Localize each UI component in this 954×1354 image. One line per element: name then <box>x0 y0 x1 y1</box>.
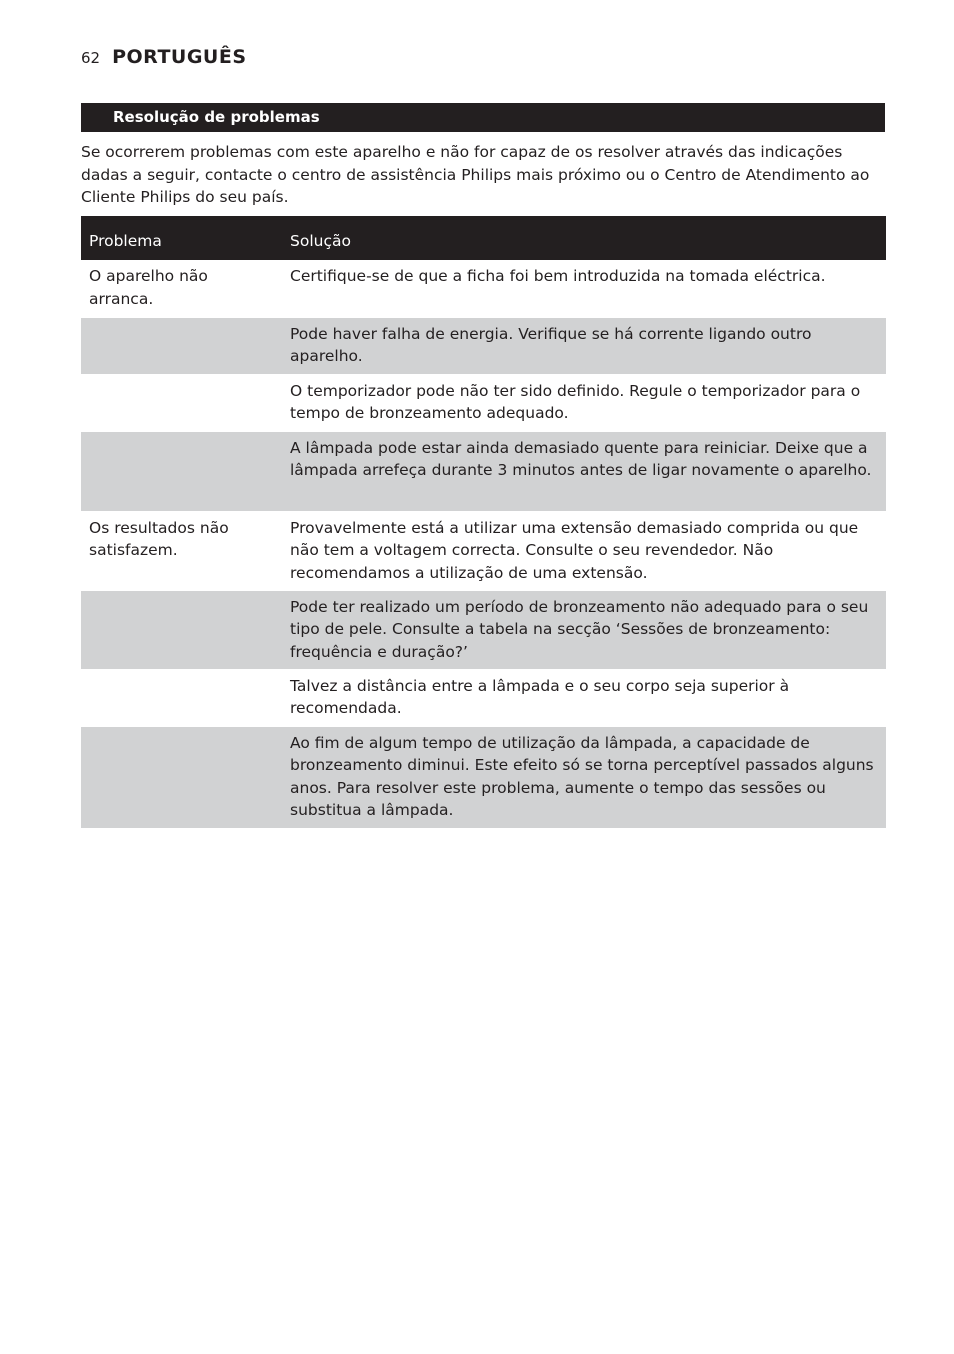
solution-cell: Pode haver falha de energia. Verifique se há corrente ligando outro aparelho. <box>282 317 886 374</box>
solution-cell: Talvez a distância entre a lâmpada e o seu corpo seja superior à recomendada. <box>282 669 886 726</box>
solution-cell: O temporizador pode não ter sido definido. Regule o temporizador para o tempo de bronzeamento adequado. <box>282 374 886 431</box>
table-row <box>81 590 886 669</box>
problem-cell <box>81 374 282 431</box>
table-row <box>81 511 886 590</box>
header-solution: Solução <box>282 216 886 260</box>
table-row <box>81 431 886 511</box>
page-header <box>81 46 247 68</box>
page-number: 62 <box>81 49 101 67</box>
section-title: Resolução de problemas <box>113 108 320 126</box>
problem-cell <box>81 726 282 828</box>
problem-cell <box>81 669 282 726</box>
solution-cell: A lâmpada pode estar ainda demasiado quente para reiniciar. Deixe que a lâmpada arrefeça durante 3 minutos antes de ligar novamente o aparelho. <box>282 431 886 511</box>
problem-cell: O aparelho não arranca. <box>81 260 282 317</box>
solution-cell: Pode ter realizado um período de bronzeamento não adequado para o seu tipo de pele. Consulte a tabela na secção ‘Sessões de bronzeamento: frequência e duração?’ <box>282 590 886 669</box>
solution-cell: Certifique-se de que a ficha foi bem introduzida na tomada eléctrica. <box>282 260 886 317</box>
table-row <box>81 317 886 374</box>
table-header-row <box>81 216 886 260</box>
troubleshooting-table <box>81 216 886 829</box>
table-row <box>81 260 886 317</box>
problem-cell <box>81 590 282 669</box>
problem-cell <box>81 317 282 374</box>
problem-cell <box>81 431 282 511</box>
problem-cell: Os resultados não satisfazem. <box>81 511 282 590</box>
language-title: PORTUGUÊS <box>112 46 247 68</box>
intro-paragraph: Se ocorrerem problemas com este aparelho e não for capaz de os resolver através das indicações dadas a seguir, contacte o centro de assistência Philips mais próximo ou o Centro de Atendimento ao Cliente Philips do seu país. <box>81 143 870 206</box>
header-problem: Problema <box>81 216 282 260</box>
section-title-bar <box>81 103 885 132</box>
solution-cell: Ao fim de algum tempo de utilização da lâmpada, a capacidade de bronzeamento diminui. Este efeito só se torna perceptível passados alguns anos. Para resolver este problema, aumente o tempo das sessões ou substitua a lâmpada. <box>282 726 886 828</box>
solution-cell: Provavelmente está a utilizar uma extensão demasiado comprida ou que não tem a voltagem correcta. Consulte o seu revendedor. Não recomendamos a utilização de uma extensão. <box>282 511 886 590</box>
table-row <box>81 726 886 828</box>
table-row <box>81 669 886 726</box>
table-row <box>81 374 886 431</box>
